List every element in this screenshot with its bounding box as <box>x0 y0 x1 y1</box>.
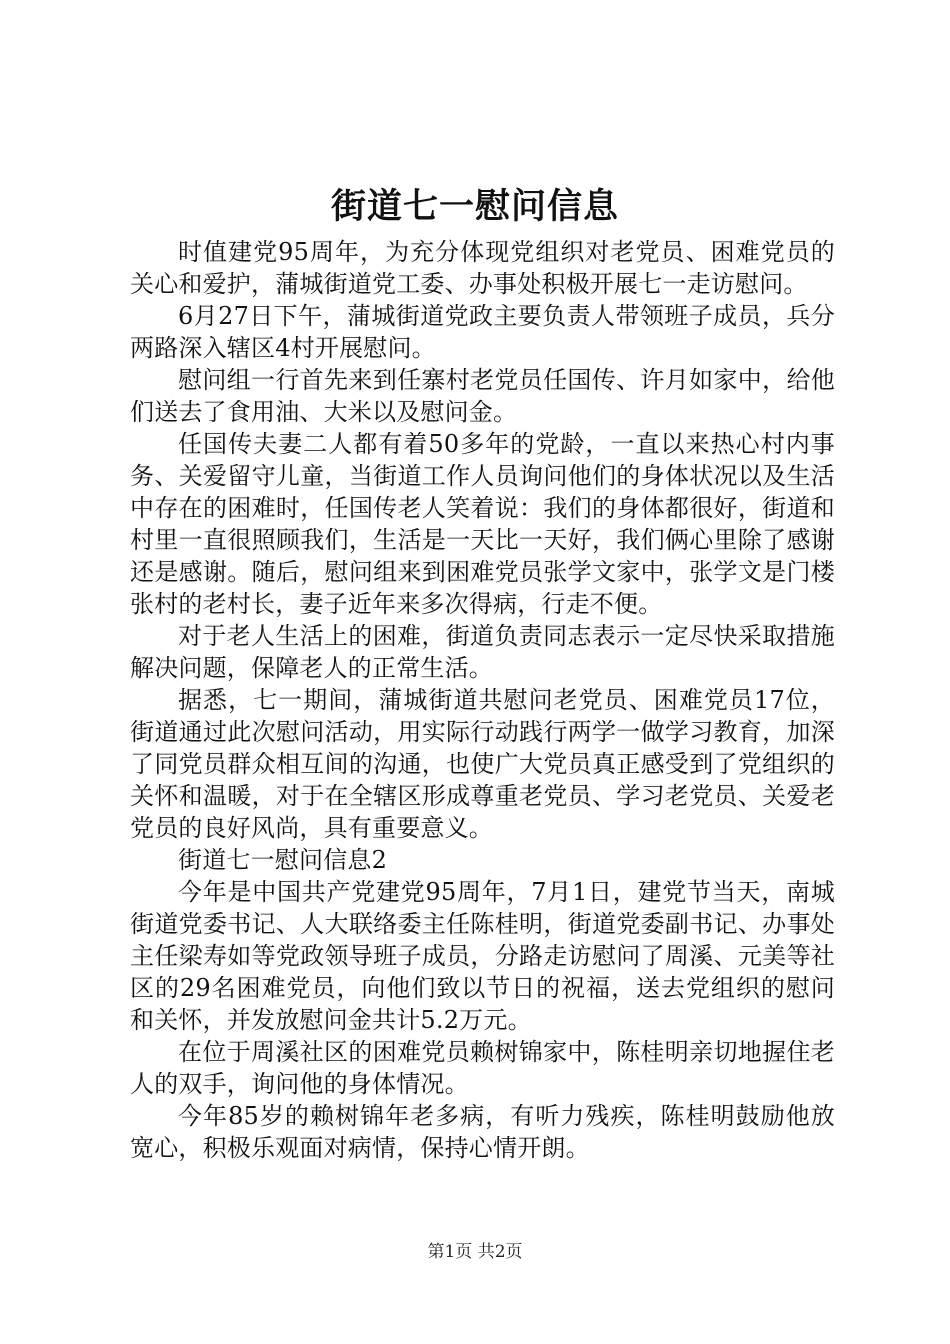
paragraph-10: 今年85岁的赖树锦年老多病，有听力残疾，陈桂明鼓励他放宽心，积极乐观面对病情，保持心情开朗。 <box>130 1102 835 1162</box>
paragraph-9: 在位于周溪社区的困难党员赖树锦家中，陈桂明亲切地握住老人的双手，询问他的身体情况。 <box>130 1038 835 1098</box>
document-body <box>130 236 835 1164</box>
document-title: 街道七一慰问信息 <box>330 186 619 227</box>
paragraph-2: 6月27日下午，蒲城街道党政主要负责人带领班子成员，兵分两路深入辖区4村开展慰问。 <box>130 302 835 362</box>
paragraph-8: 今年是中国共产党建党95周年，7月1日，建党节当天，南城街道党委书记、人大联络委主任陈桂明，街道党委副书记、办事处主任梁寿如等党政领导班子成员，分路走访慰问了周溪、元美等社区的29名困难党员，向他们致以节日的祝福，送去党组织的慰问和关怀，并发放慰问金共计5.2万元。 <box>130 878 835 1034</box>
paragraph-7-subheading: 街道七一慰问信息2 <box>178 846 388 874</box>
paragraph-3: 慰问组一行首先来到任寨村老党员任国传、许月如家中，给他们送去了食用油、大米以及慰问金。 <box>130 366 835 426</box>
page-footer: 第1页 共2页 <box>427 1242 523 1262</box>
paragraph-5: 对于老人生活上的困难，街道负责同志表示一定尽快采取措施解决问题，保障老人的正常生活。 <box>130 622 835 682</box>
paragraph-1: 时值建党95周年，为充分体现党组织对老党员、困难党员的关心和爱护，蒲城街道党工委、办事处积极开展七一走访慰问。 <box>130 238 835 298</box>
paragraph-4: 任国传夫妻二人都有着50多年的党龄，一直以来热心村内事务、关爱留守儿童，当街道工作人员询问他们的身体状况以及生活中存在的困难时，任国传老人笑着说：我们的身体都很好，街道和村里一直很照顾我们，生活是一天比一天好，我们俩心里除了感谢还是感谢。随后，慰问组来到困难党员张学文家中，张学文是门楼张村的老村长，妻子近年来多次得病，行走不便。 <box>130 430 835 618</box>
paragraph-6: 据悉，七一期间，蒲城街道共慰问老党员、困难党员17位，街道通过此次慰问活动，用实际行动践行两学一做学习教育，加深了同党员群众相互间的沟通，也使广大党员真正感受到了党组织的关怀和温暖，对于在全辖区形成尊重老党员、学习老党员、关爱老党员的良好风尚，具有重要意义。 <box>130 686 835 842</box>
